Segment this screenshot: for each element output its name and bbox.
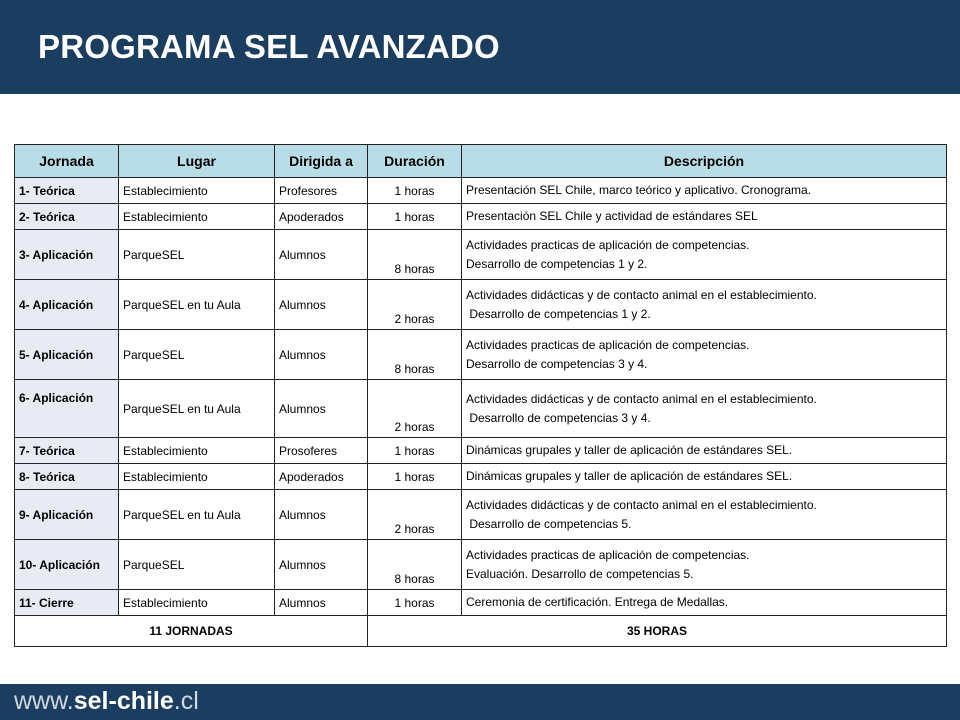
- cell-jornada: 11- Cierre: [15, 590, 119, 616]
- cell-descripcion: [462, 590, 947, 616]
- cell-descripcion: [462, 330, 947, 380]
- cell-duracion: 8 horas: [368, 330, 462, 380]
- column-header-descripcion: Descripción: [462, 145, 947, 178]
- description-line: Actividades didácticas y de contacto animal en el establecimiento.: [466, 391, 817, 406]
- cell-lugar: ParqueSEL: [119, 330, 275, 380]
- cell-dirigida: Alumnos: [275, 590, 368, 616]
- cell-dirigida: Alumnos: [275, 280, 368, 330]
- cell-jornada: 1- Teórica: [15, 178, 119, 204]
- table-row: [15, 178, 947, 204]
- description-line: Actividades practicas de aplicación de competencias.: [466, 237, 750, 252]
- header-bar: [0, 0, 960, 94]
- description-line: Presentación SEL Chile, marco teórico y aplicativo. Cronograma.: [466, 183, 812, 197]
- cell-lugar: Establecimiento: [119, 438, 275, 464]
- cell-dirigida: Alumnos: [275, 490, 368, 540]
- cell-jornada: 8- Teórica: [15, 464, 119, 490]
- cell-jornada: 10- Aplicación: [15, 540, 119, 590]
- cell-duracion: 2 horas: [368, 490, 462, 540]
- total-jornadas: 11 JORNADAS: [15, 616, 368, 647]
- cell-lugar: Establecimiento: [119, 590, 275, 616]
- page-title: PROGRAMA SEL AVANZADO: [38, 28, 500, 65]
- description-line: Desarrollo de competencias 1 y 2.: [466, 306, 651, 321]
- column-header-duracion: Duración: [368, 145, 462, 178]
- cell-dirigida: Alumnos: [275, 380, 368, 438]
- description-line: Dinámicas grupales y taller de aplicación de estándares SEL.: [466, 443, 793, 457]
- description-line: Actividades practicas de aplicación de competencias.: [466, 337, 750, 352]
- description-line: Desarrollo de competencias 3 y 4.: [466, 356, 648, 371]
- description-line: Desarrollo de competencias 1 y 2.: [466, 256, 648, 271]
- cell-jornada: 4- Aplicación: [15, 280, 119, 330]
- cell-jornada: 3- Aplicación: [15, 230, 119, 280]
- program-schedule-table: [14, 144, 947, 647]
- cell-lugar: ParqueSEL en tu Aula: [119, 380, 275, 438]
- table-row: [15, 590, 947, 616]
- cell-jornada: 9- Aplicación: [15, 490, 119, 540]
- table-row: [15, 380, 947, 438]
- cell-duracion: 1 horas: [368, 464, 462, 490]
- table-row: [15, 490, 947, 540]
- cell-duracion: 1 horas: [368, 590, 462, 616]
- cell-descripcion: [462, 230, 947, 280]
- cell-duracion: 2 horas: [368, 380, 462, 438]
- cell-descripcion: [462, 464, 947, 490]
- cell-dirigida: Apoderados: [275, 464, 368, 490]
- cell-descripcion: [462, 438, 947, 464]
- cell-jornada: 6- Aplicación: [15, 380, 119, 438]
- cell-jornada: 7- Teórica: [15, 438, 119, 464]
- cell-lugar: ParqueSEL en tu Aula: [119, 490, 275, 540]
- cell-duracion: 8 horas: [368, 230, 462, 280]
- cell-duracion: 1 horas: [368, 438, 462, 464]
- cell-dirigida: Alumnos: [275, 330, 368, 380]
- website-suffix: .cl: [173, 687, 199, 715]
- table-header-row: [15, 145, 947, 178]
- cell-duracion: 1 horas: [368, 204, 462, 230]
- totals-row: [15, 616, 947, 647]
- cell-lugar: ParqueSEL: [119, 230, 275, 280]
- footer-bar: [0, 684, 960, 720]
- description-line: Evaluación. Desarrollo de competencias 5.: [466, 566, 694, 581]
- cell-jornada: 5- Aplicación: [15, 330, 119, 380]
- cell-descripcion: [462, 490, 947, 540]
- cell-descripcion: [462, 540, 947, 590]
- website-domain: sel-chile: [73, 687, 174, 715]
- cell-descripcion: [462, 204, 947, 230]
- cell-dirigida: Alumnos: [275, 230, 368, 280]
- table-row: [15, 280, 947, 330]
- description-line: Dinámicas grupales y taller de aplicación de estándares SEL.: [466, 469, 793, 483]
- cell-lugar: Establecimiento: [119, 464, 275, 490]
- cell-lugar: ParqueSEL en tu Aula: [119, 280, 275, 330]
- column-header-jornada: Jornada: [15, 145, 119, 178]
- column-header-lugar: Lugar: [119, 145, 275, 178]
- description-line: Ceremonia de certificación. Entrega de Medallas.: [466, 595, 729, 609]
- total-horas: 35 HORAS: [368, 616, 947, 647]
- table-row: [15, 464, 947, 490]
- cell-lugar: ParqueSEL: [119, 540, 275, 590]
- cell-descripcion: [462, 178, 947, 204]
- table-row: [15, 540, 947, 590]
- description-line: Actividades practicas de aplicación de competencias.: [466, 547, 750, 562]
- cell-lugar: Establecimiento: [119, 204, 275, 230]
- cell-dirigida: Prosoferes: [275, 438, 368, 464]
- table-row: [15, 438, 947, 464]
- cell-dirigida: Profesores: [275, 178, 368, 204]
- cell-lugar: Establecimiento: [119, 178, 275, 204]
- description-line: Actividades didácticas y de contacto animal en el establecimiento.: [466, 497, 817, 512]
- cell-descripcion: [462, 380, 947, 438]
- table-row: [15, 230, 947, 280]
- description-line: Actividades didácticas y de contacto animal en el establecimiento.: [466, 287, 817, 302]
- cell-descripcion: [462, 280, 947, 330]
- description-line: Presentación SEL Chile y actividad de estándares SEL: [466, 209, 758, 223]
- cell-duracion: 8 horas: [368, 540, 462, 590]
- description-line: Desarrollo de competencias 3 y 4.: [466, 410, 651, 425]
- website-prefix: www.: [14, 687, 74, 715]
- cell-duracion: 1 horas: [368, 178, 462, 204]
- website-link[interactable]: [14, 687, 199, 716]
- cell-dirigida: Apoderados: [275, 204, 368, 230]
- table-row: [15, 330, 947, 380]
- cell-dirigida: Alumnos: [275, 540, 368, 590]
- table-row: [15, 204, 947, 230]
- column-header-dirigida: Dirigida a: [275, 145, 368, 178]
- description-line: Desarrollo de competencias 5.: [466, 516, 632, 531]
- cell-duracion: 2 horas: [368, 280, 462, 330]
- cell-jornada: 2- Teórica: [15, 204, 119, 230]
